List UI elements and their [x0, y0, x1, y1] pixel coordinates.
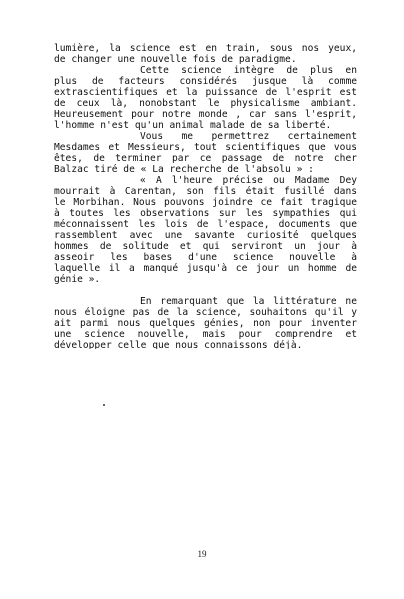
- text-line: « A l'heure précise ou Madame Dey: [140, 175, 357, 186]
- text-line: développer celle que nous connaissons déjà.: [54, 340, 303, 349]
- text-line: êtes, de terminer par ce passage de notre cher: [54, 153, 357, 164]
- text-line: rassemblent avec une savante curiosité quelques: [54, 230, 357, 241]
- text-line: génie ».: [54, 274, 101, 285]
- text-line: une science nouvelle, mais pour comprendre et: [54, 329, 357, 340]
- text-line: mourrait à Carentan, son fils était fusillé dans: [54, 186, 357, 197]
- text-line: En remarquant que la littérature ne: [140, 296, 357, 307]
- text-line: hommes de solitude et qui serviront un jour à: [54, 241, 357, 252]
- page-number: 19: [197, 549, 207, 559]
- text-line: le Morbihan. Nous pouvons joindre ce fait tragique: [54, 197, 357, 208]
- text-line: plus de facteurs considérés jusque là comme: [54, 76, 357, 87]
- text-line: ait parmi nous quelques génies, non pour inventer: [54, 318, 357, 329]
- text-line: à toutes les observations sur les sympathies qui: [54, 208, 357, 219]
- text-line: lumière, la science est en train, sous nos yeux,: [54, 43, 357, 54]
- text-line: Balzac tiré de « La recherche de l'absolu » :: [54, 164, 314, 175]
- scan-speck: [103, 404, 105, 406]
- text-line: méconnaissent les lois de l'espace, documents que: [54, 219, 357, 230]
- text-line: de changer une nouvelle fois de paradigme.: [54, 54, 297, 65]
- text-line: Mesdames et Messieurs, tout scientifiques que vous: [54, 142, 357, 153]
- text-line: de ceux là, nonobstant le physicalisme ambiant.: [54, 98, 357, 109]
- text-line: Cette science intègre de plus en: [140, 65, 357, 76]
- text-line: extrascientifiques et la puissance de l'esprit est: [54, 87, 357, 98]
- text-line: Vous me permettrez certainement: [140, 131, 357, 142]
- text-line: Heureusement pour notre monde , car sans l'esprit,: [54, 109, 357, 120]
- text-line: laquelle il a manqué jusqu'à ce jour un homme de: [54, 263, 357, 274]
- text-line: asseoir les bases d'une science nouvelle à: [54, 252, 357, 263]
- text-line: l'homme n'est qu'un animal malade de sa liberté.: [54, 120, 332, 131]
- text-line: nous éloigne pas de la science, souhaitons qu'il y: [54, 307, 357, 318]
